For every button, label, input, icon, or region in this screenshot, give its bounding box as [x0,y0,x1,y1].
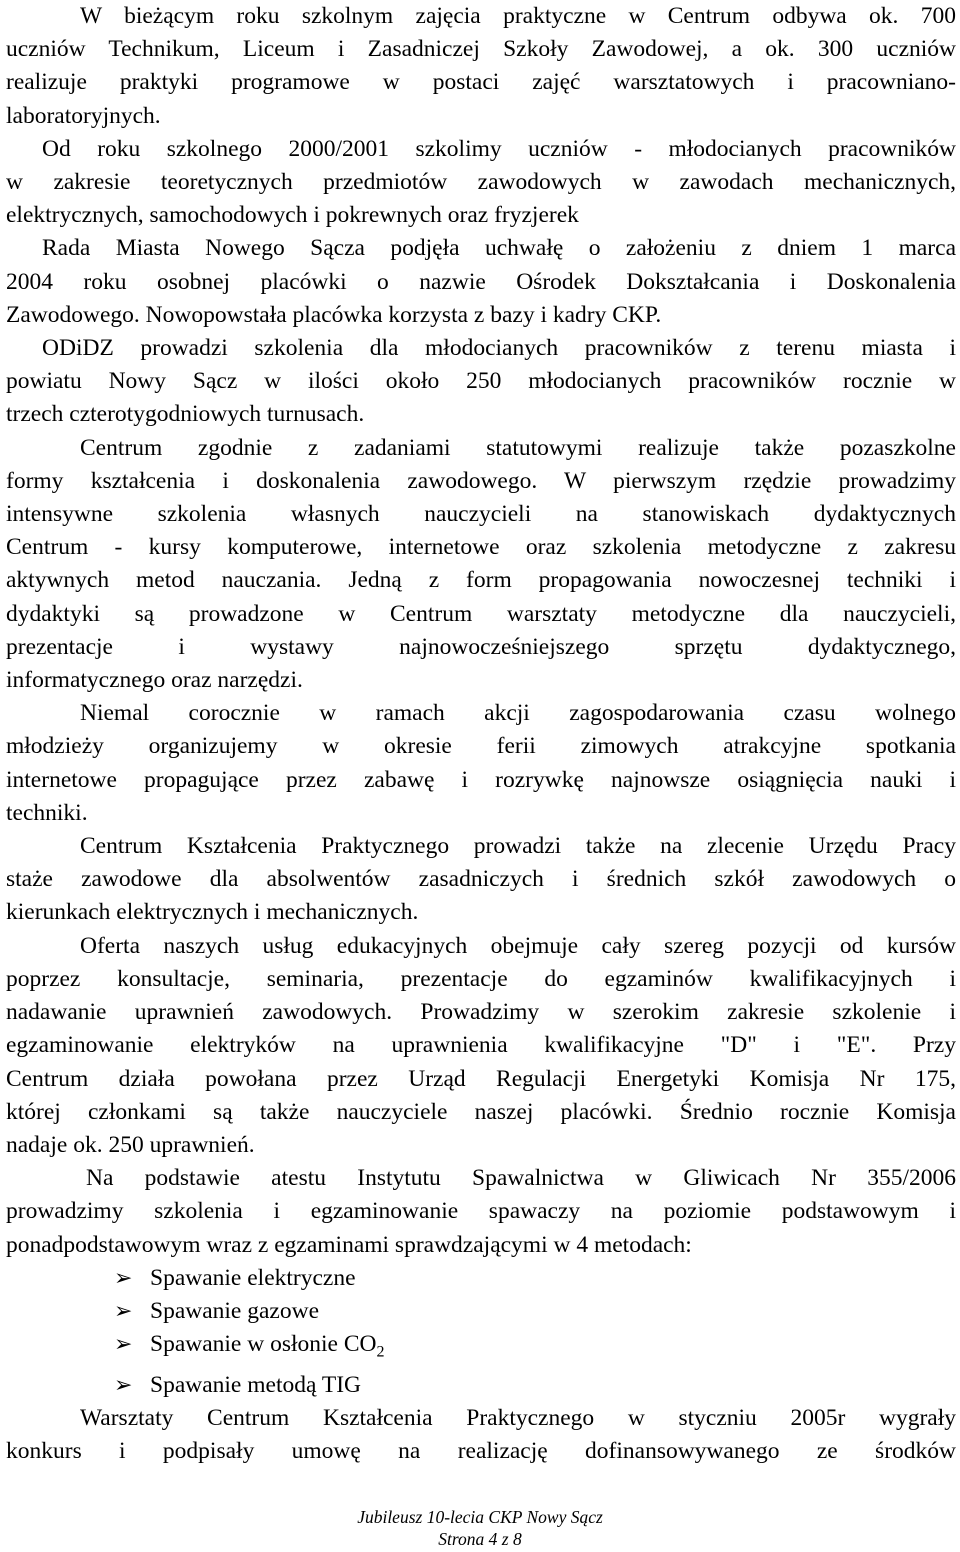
text-line: laboratoryjnych. [6,102,161,129]
text-line: elektrycznych, samochodowych i pokrewnych oraz fryzjerek [6,202,579,229]
list-item-label: Spawanie elektryczne [150,1264,356,1291]
list-item [114,1369,956,1402]
paragraph-city-council [6,232,956,332]
paragraph-winter-holidays [6,697,956,830]
list-item [114,1262,956,1295]
text-line: Centrum działa powołana przez Urząd Regulacji Energetyki Komisja Nr 175, [6,1065,956,1092]
text-line: prowadzimy szkolenia i egzaminowanie spawaczy na poziomie podstawowym i [6,1198,956,1225]
text-line: staże zawodowe dla absolwentów zasadniczych i średnich szkół zawodowych o [6,866,956,893]
text-line: której członkami są także nauczyciele naszej placówki. Średnio rocznie Komisja [6,1098,956,1125]
text-line: Od roku szkolnego 2000/2001 szkolimy uczniów - młodocianych pracowników [42,135,956,162]
text-line: Oferta naszych usług edukacyjnych obejmuje cały szereg pozycji od kursów [80,932,956,959]
footer-title: Jubileusz 10-lecia CKP Nowy Sącz [357,1507,603,1527]
co2-text: Spawanie w osłonie CO [150,1331,377,1358]
list-item [114,1295,956,1328]
text-line: nadawanie uprawnień zawodowych. Prowadzimy w szerokim zakresie szkolenie i [6,999,956,1026]
text-line: formy kształcenia i doskonalenia zawodowego. W pierwszym rzędzie prowadzimy [6,467,956,494]
arrow-bullet-icon: ➢ [114,1298,133,1324]
text-line: prezentacje i wystawy najnowocześniejszego sprzętu dydaktycznego, [6,633,956,660]
paragraph-extracurricular [6,432,956,698]
text-line: poprzez konsultacje, seminaria, prezentacje do egzaminów kwalifikacyjnych i [6,965,956,992]
paragraph-welding-certificate [6,1162,956,1262]
list-item-label [150,1328,385,1369]
paragraph-offer [6,930,956,1162]
text-line: ponadpodstawowym wraz z egzaminami sprawdzającymi w 4 metodach: [6,1231,692,1258]
text-line: Centrum Kształcenia Praktycznego prowadzi także na zlecenie Urzędu Pracy [80,833,956,860]
text-line: realizuje praktyki programowe w postaci zajęć warsztatowych i pracowniano- [6,69,956,96]
paragraph-workshops-contest [6,1402,956,1468]
list-item-label: Spawanie gazowe [150,1297,319,1324]
text-line: konkurs i podpisały umowę na realizację dofinansowywanego ze środków [6,1438,956,1465]
text-line: techniki. [6,799,88,826]
text-line: nadaje ok. 250 uprawnień. [6,1131,255,1158]
welding-methods-list [6,1262,956,1403]
text-line: Centrum - kursy komputerowe, internetowe oraz szkolenia metodyczne z zakresu [6,534,956,561]
footer-page-number: Strona 4 z 8 [438,1529,522,1549]
list-item-label: Spawanie metodą TIG [150,1372,362,1399]
text-line: Zawodowego. Nowopowstała placówka korzysta z bazy i kadry CKP. [6,301,662,328]
list-item [114,1328,956,1369]
arrow-bullet-icon: ➢ [114,1265,133,1291]
text-line: uczniów Technikum, Liceum i Zasadniczej Szkoły Zawodowej, a ok. 300 uczniów [6,36,956,63]
paragraph-odidz [6,332,956,432]
document-page [6,0,956,1469]
text-line: intensywne szkolenia własnych nauczycieli na stanowiskach dydaktycznych [6,501,956,528]
text-line: Rada Miasta Nowego Sącza podjęła uchwałę o założeniu z dniem 1 marca [42,235,956,262]
text-line: internetowe propagujące przez zabawę i rozrywkę najnowsze osiągnięcia nauki i [6,766,956,793]
text-line: Niemal corocznie w ramach akcji zagospodarowania czasu wolnego [80,700,956,727]
paragraph-current-year [6,0,956,133]
text-line: w zakresie teoretycznych przedmiotów zawodowych w zawodach mechanicznych, [6,169,956,196]
text-line: 2004 roku osobnej placówki o nazwie Ośrodek Dokształcania i Doskonalenia [6,268,956,295]
text-line: młodzieży organizujemy w okresie ferii zimowych atrakcyjne spotkania [6,733,956,760]
text-line: egzaminowanie elektryków na uprawnienia kwalifikacyjne "D" i "E". Przy [6,1032,956,1059]
text-line: dydaktyki są prowadzone w Centrum warsztaty metodyczne dla nauczycieli, [6,600,956,627]
text-line: ODiDZ prowadzi szkolenia dla młodocianych pracowników z terenu miasta i [42,335,956,362]
paragraph-internships [6,830,956,930]
text-line: Centrum zgodnie z zadaniami statutowymi realizuje także pozaszkolne [80,434,956,461]
text-line: Na podstawie atestu Instytutu Spawalnictwa w Gliwicach Nr 355/2006 [86,1165,956,1192]
text-line: informatycznego oraz narzędzi. [6,667,303,694]
text-line: kierunkach elektrycznych i mechanicznych. [6,899,419,926]
paragraph-training-since-2000 [6,133,956,233]
text-line: W bieżącym roku szkolnym zajęcia praktyczne w Centrum odbywa ok. 700 [80,3,956,29]
text-line: trzech czterotygodniowych turnusach. [6,401,365,428]
arrow-bullet-icon: ➢ [114,1332,133,1358]
text-line: aktywnych metod nauczania. Jedną z form propagowania nowoczesnej techniki i [6,567,956,594]
arrow-bullet-icon: ➢ [114,1373,133,1399]
text-line: powiatu Nowy Sącz w ilości około 250 młodocianych pracowników rocznie w [6,368,956,395]
text-line: Warsztaty Centrum Kształcenia Praktycznego w styczniu 2005r wygrały [80,1405,956,1432]
co2-subscript: 2 [376,1343,385,1361]
